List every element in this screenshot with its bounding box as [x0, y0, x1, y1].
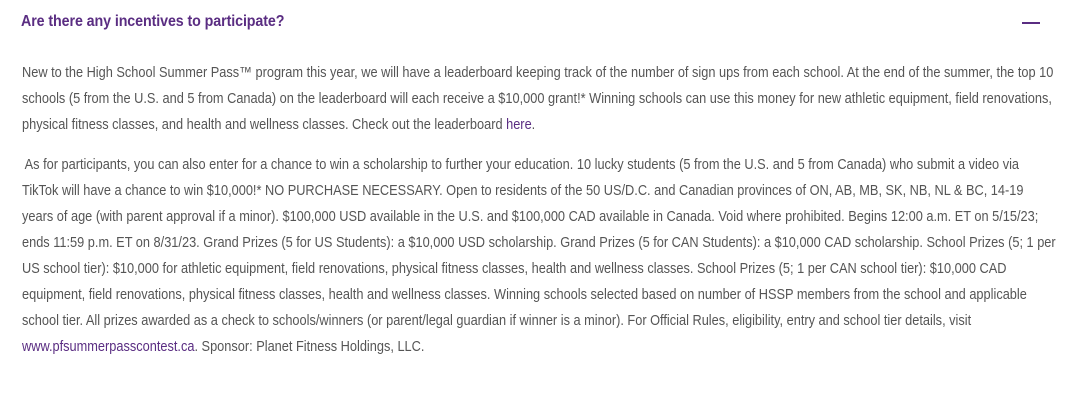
contest-website-link[interactable]: www.pfsummerpasscontest.ca — [22, 339, 195, 355]
answer-paragraph-1-end: . — [531, 117, 536, 133]
answer-paragraph-2-text: As for participants, you can also enter for a chance to win a scholarship to further your education. 10 lucky students (5 from the U.S. and 5 from Canada) who submit a video via TikTok will have a chance to win $10,000!* NO PURCHASE NECESSARY. Open to residents of the 50 US/D.C. and Canadian provinces of ON, AB, MB, SK, NB, NL & BC, 14-19 years of age (with parent approval if a minor). $100,000 USD available in the U.S. and $100,000 CAD available in Canada. Void where prohibited. Begins 12:00 a.m. ET on 5/15/23; ends 11:59 p.m. ET on 8/31/23. Grand Prizes (5 for US Students): a $10,000 USD scholarship. Grand Prizes (5 for CAN Students): a $10,000 CAD scholarship. School Prizes (5; 1 per US school tier): $10,000 for athletic equipment, field renovations, physical fitness classes, health and wellness classes. School Prizes (5; 1 per CAN school tier): $10,000 CAD equipment, field renovations, physical fitness classes, health and wellness classes. Winning schools selected based on number of HSSP members from the school and applicable school tier. All prizes awarded as a check to schools/winners (or parent/legal guardian if winner is a minor). For Official Rules, eligibility, entry and school tier details, visit — [22, 157, 1056, 329]
faq-answer — [22, 60, 1058, 360]
faq-question-header[interactable] — [20, 10, 1060, 38]
faq-question[interactable]: Are there any incentives to participate? — [21, 13, 285, 30]
minus-icon[interactable] — [1022, 22, 1040, 24]
answer-paragraph-1-text: New to the High School Summer Pass™ program this year, we will have a leaderboard keeping track of the number of sign ups from each school. At the end of the summer, the top 10 schools (5 from the U.S. and 5 from Canada) on the leaderboard will each receive a $10,000 grant!* Winning schools can use this money for new athletic equipment, field renovations, physical fitness classes, and health and wellness classes. Check out the leaderboard — [22, 65, 1054, 133]
leaderboard-link[interactable]: here — [506, 117, 532, 133]
answer-paragraph-2-end: . Sponsor: Planet Fitness Holdings, LLC. — [194, 339, 425, 355]
answer-paragraph-2 — [22, 152, 1058, 360]
answer-paragraph-1 — [22, 60, 1058, 138]
